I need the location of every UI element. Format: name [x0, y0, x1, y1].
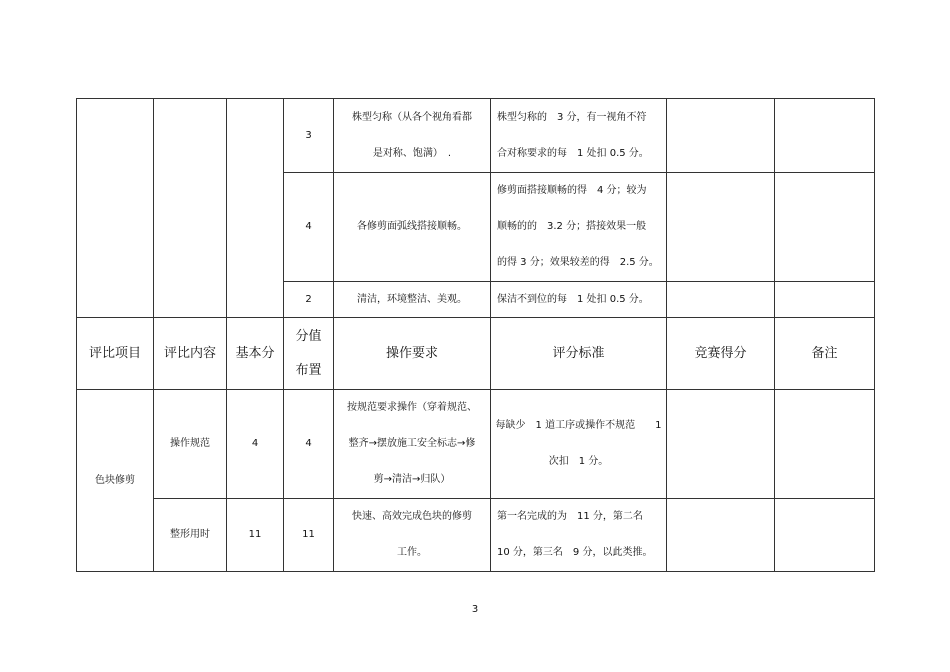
table-row: [77, 99, 875, 173]
requirement-line: 株型匀称（从各个视角看都: [352, 111, 472, 123]
remarks-cell: [775, 282, 875, 318]
remarks-cell: [775, 390, 875, 499]
requirement-line: 整齐→摆放施工安全标志→修: [348, 438, 476, 449]
score-entry-cell: [667, 499, 775, 572]
header-alloc-line: 布置: [295, 362, 322, 378]
header-alloc: [284, 318, 334, 390]
score-cell: 3: [284, 99, 334, 173]
requirement-line: 是对称、饱满） .: [372, 147, 452, 159]
requirement-cell: [334, 99, 491, 173]
table-header-row: [77, 318, 875, 390]
standard-cell: [491, 390, 667, 499]
requirement-cell: [334, 390, 491, 499]
standard-line: 株型匀称的 3 分，有一视角不符: [497, 111, 647, 123]
requirement-cell: 清洁，环境整洁、美观。: [334, 282, 491, 318]
alloc-cell: 4: [284, 390, 334, 499]
remarks-cell: [775, 173, 875, 282]
header-content: 评比内容: [154, 318, 227, 390]
score-entry-cell: [667, 99, 775, 173]
table-row: [77, 499, 875, 572]
remarks-cell: [775, 99, 875, 173]
score-entry-cell: [667, 173, 775, 282]
score-cell: 2: [284, 282, 334, 318]
standard-line: 合对称要求的每 1 处扣 0.5 分。: [497, 147, 649, 159]
standard-line: 次扣 1 分。: [548, 456, 609, 467]
prev-item-cell: [77, 99, 154, 318]
base-cell: 4: [227, 390, 284, 499]
standard-line: 每缺少 1 道工序或操作不规范 1: [495, 420, 662, 431]
header-alloc-line: 分值: [295, 328, 322, 344]
requirement-cell: [334, 499, 491, 572]
header-score: 竞赛得分: [667, 318, 775, 390]
header-requirement: 操作要求: [334, 318, 491, 390]
score-cell: 4: [284, 173, 334, 282]
header-remarks: 备注: [775, 318, 875, 390]
header-standard: 评分标准: [491, 318, 667, 390]
scoring-table: [76, 98, 875, 572]
content-cell: 整形用时: [154, 499, 227, 572]
standard-line: 的得 3 分；效果较差的得 2.5 分。: [497, 257, 659, 268]
standard-cell: [491, 499, 667, 572]
standard-line: 修剪面搭接顺畅的得 4 分；较为: [497, 185, 647, 196]
page-number: 3: [471, 604, 479, 615]
standard-cell: [491, 173, 667, 282]
requirement-line: 快速、高效完成色块的修剪: [352, 511, 472, 522]
requirement-line: 剪→清洁→归队）: [373, 474, 451, 485]
header-base: 基本分: [227, 318, 284, 390]
remarks-cell: [775, 499, 875, 572]
prev-content-cell: [154, 99, 227, 318]
prev-base-cell: [227, 99, 284, 318]
table-row: [77, 390, 875, 499]
score-entry-cell: [667, 390, 775, 499]
requirement-line: 工作。: [397, 547, 427, 558]
header-item: 评比项目: [77, 318, 154, 390]
standard-cell: 保洁不到位的每 1 处扣 0.5 分。: [491, 282, 667, 318]
requirement-cell: 各修剪面弧线搭接顺畅。: [334, 173, 491, 282]
content-cell: 操作规范: [154, 390, 227, 499]
base-cell: 11: [227, 499, 284, 572]
alloc-cell: 11: [284, 499, 334, 572]
section-item-cell: 色块修剪: [77, 390, 154, 572]
requirement-line: 按规范要求操作（穿着规范、: [347, 402, 477, 413]
standard-line: 顺畅的的 3.2 分；搭接效果一般: [497, 221, 647, 232]
score-entry-cell: [667, 282, 775, 318]
standard-line: 10 分，第三名 9 分，以此类推。: [497, 547, 653, 558]
standard-cell: [491, 99, 667, 173]
standard-line: 第一名完成的为 11 分，第二名: [497, 511, 643, 522]
